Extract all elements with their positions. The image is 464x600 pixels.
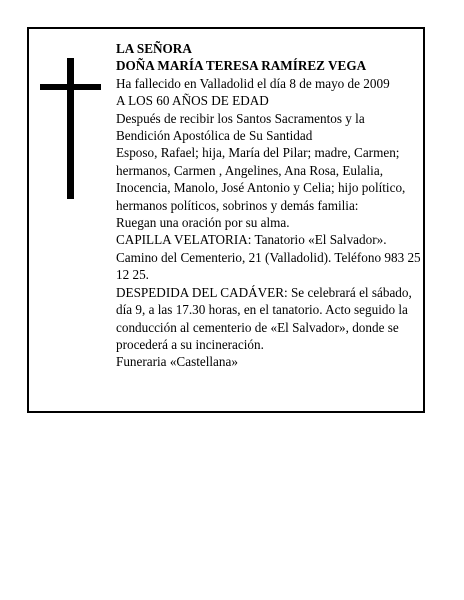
family-line: Esposo, Rafael; hija, María del Pilar; madre, Carmen; hermanos, Carmen , Angelines, Ana Rosa, Eulalia, Inocencia, Manolo, José Antonio y Celia; hijo político, hermanos políticos, sobrinos y demás familia: <box>116 145 406 213</box>
obituary-notice <box>27 27 425 413</box>
cross-vertical-bar <box>67 58 74 199</box>
sacraments-line: Después de recibir los Santos Sacramentos y la Bendición Apostólica de Su Santidad <box>116 110 365 144</box>
funeral-home-line: Funeraria «Castellana» <box>116 354 238 370</box>
farewell-line: DESPEDIDA DEL CADÁVER: Se celebrará el sábado, día 9, a las 17.30 horas, en el tanatorio. Acto seguido la conducción al cementerio de «El Salvador», donde se procederá a su incineración. <box>116 284 412 352</box>
title-line: LA SEÑORA <box>116 41 192 56</box>
cross-horizontal-bar <box>40 84 101 90</box>
age-line: A LOS 60 AÑOS DE EDAD <box>116 93 269 109</box>
death-line: Ha fallecido en Valladolid el día 8 de mayo de 2009 <box>116 75 390 91</box>
prayer-line: Ruegan una oración por su alma. <box>116 215 290 231</box>
deceased-name: DOÑA MARÍA TERESA RAMÍREZ VEGA <box>116 58 367 74</box>
chapel-line: CAPILLA VELATORIA: Tanatorio «El Salvador». Camino del Cementerio, 21 (Valladolid). Teléfono 983 25 12 25. <box>116 232 421 283</box>
notice-text <box>116 40 421 371</box>
